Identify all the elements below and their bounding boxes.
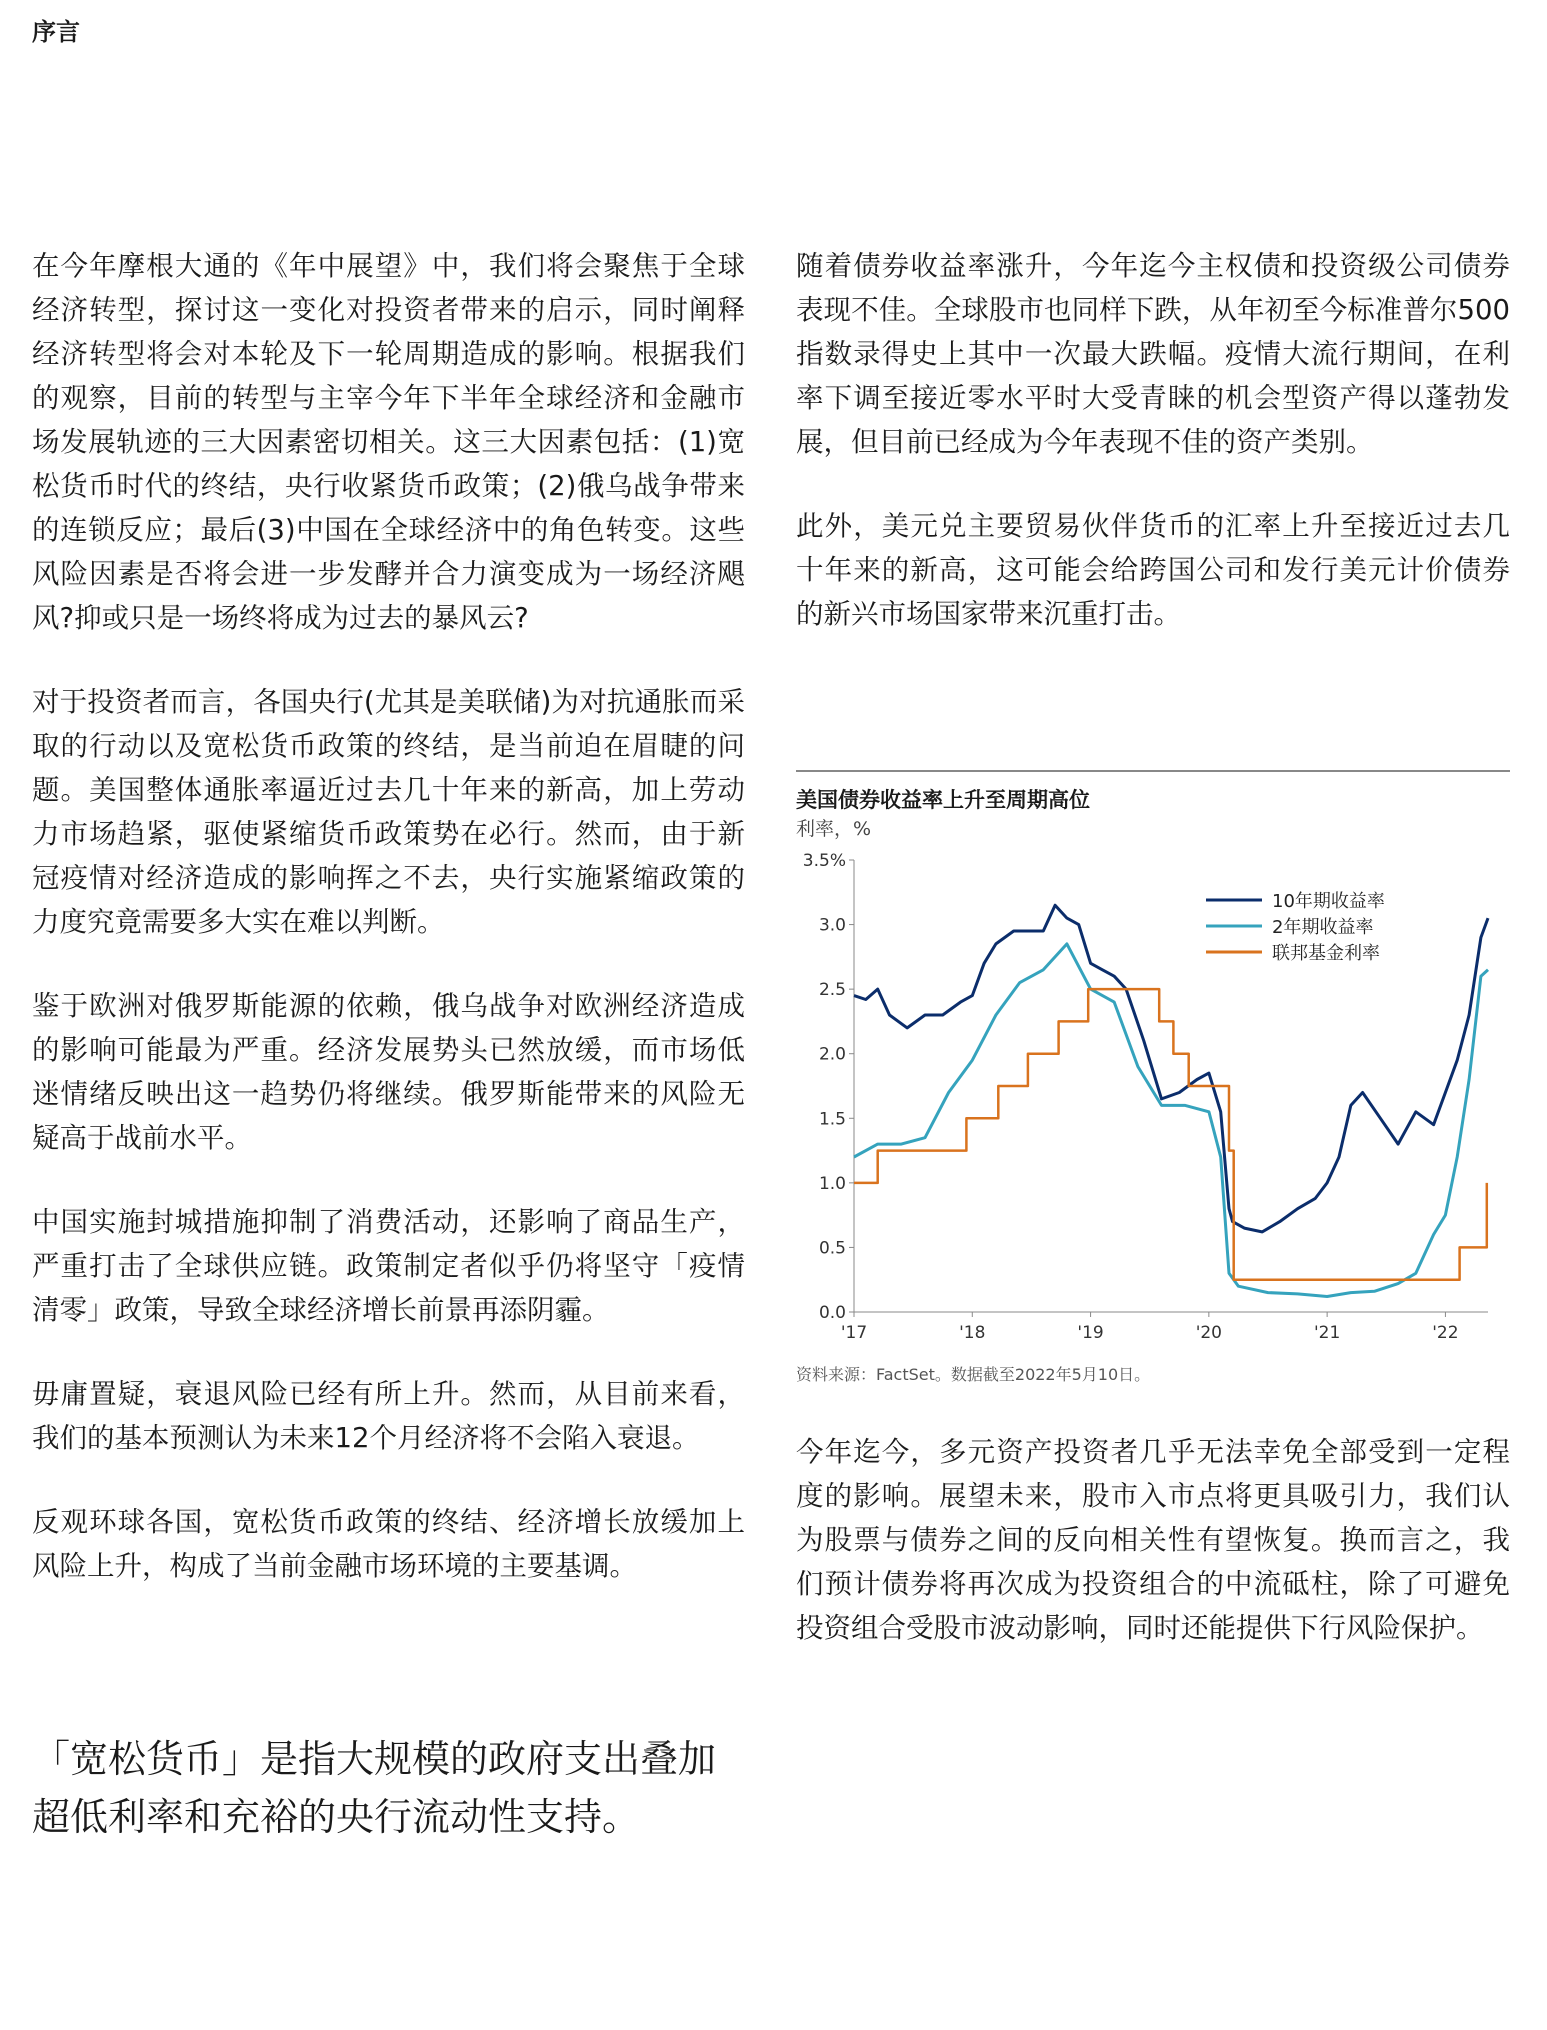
y-tick-label: 2.5 — [818, 980, 846, 1001]
y-tick-label: 0.0 — [818, 1303, 846, 1323]
series-line-2 — [854, 944, 1488, 1297]
legend-label: 联邦基金利率 — [1272, 943, 1380, 964]
yield-chart — [796, 770, 1510, 1392]
legend-label: 10年期收益率 — [1272, 891, 1385, 912]
paragraph: 鉴于欧洲对俄罗斯能源的依赖，俄乌战争对欧洲经济造成的影响可能最为严重。经济发展势头已然放缓，而市场低迷情绪反映出这一趋势仍将继续。俄罗斯能带来的风险无疑高于战前水平。 — [32, 990, 745, 1154]
chart-source: 资料来源：FactSet。数据截至2022年5月10日。 — [796, 1365, 1151, 1384]
paragraph: 随着债券收益率涨升，今年迄今主权债和投资级公司债券表现不佳。全球股市也同样下跌，从年初至今标准普尔500指数录得史上其中一次最大跌幅。疫情大流行期间，在利率下调至接近零水平时大受青睐的机会型资产得以蓬勃发展，但目前已经成为今年表现不佳的资产类别。 — [796, 250, 1510, 458]
paragraph: 毋庸置疑，衰退风险已经有所上升。然而，从目前来看，我们的基本预测认为未来12个月经济将不会陷入衰退。 — [32, 1378, 745, 1454]
y-tick-label: 0.5 — [818, 1238, 846, 1259]
paragraph: 中国实施封城措施抑制了消费活动，还影响了商品生产，严重打击了全球供应链。政策制定者似乎仍将坚守「疫情清零」政策，导致全球经济增长前景再添阴霾。 — [32, 1206, 745, 1326]
legend-label: 2年期收益率 — [1272, 917, 1374, 938]
x-tick-label: '17 — [840, 1323, 868, 1343]
chart-title: 美国债券收益率上升至周期高位 — [796, 788, 1090, 812]
paragraph: 此外，美元兑主要贸易伙伴货币的汇率上升至接近过去几十年来的新高，这可能会给跨国公司和发行美元计价债券的新兴市场国家带来沉重打击。 — [796, 510, 1510, 630]
closing-paragraph: 今年迄今，多元资产投资者几乎无法幸免全部受到一定程度的影响。展望未来，股市入市点将更具吸引力，我们认为股票与债券之间的反向相关性有望恢复。换而言之，我们预计债券将再次成为投资组合的中流砥柱，除了可避免投资组合受股市波动影响，同时还能提供下行风险保护。 — [796, 1436, 1510, 1644]
series-line-1 — [854, 905, 1488, 1232]
y-tick-label: 2.0 — [818, 1044, 846, 1065]
x-tick-label: '19 — [1077, 1323, 1104, 1343]
y-tick-label: 3.0 — [818, 915, 846, 936]
pull-quote: 「宽松货币」是指大规模的政府支出叠加超低利率和充裕的央行流动性支持。 — [32, 1737, 717, 1839]
section-label: 序言 — [32, 18, 80, 46]
chart-unit-label: 利率，% — [796, 818, 872, 840]
paragraph: 反观环球各国，宽松货币政策的终结、经济增长放缓加上风险上升，构成了当前金融市场环境的主要基调。 — [32, 1506, 745, 1582]
x-tick-label: '21 — [1313, 1323, 1341, 1343]
x-tick-label: '18 — [959, 1323, 986, 1343]
right-column — [796, 244, 1510, 676]
paragraph: 对于投资者而言，各国央行(尤其是美联储)为对抗通胀而采取的行动以及宽松货币政策的终结，是当前迫在眉睫的问题。美国整体通胀率逼近过去几十年来的新高，加上劳动力市场趋紧，驱使紧缩货币政策势在必行。然而，由于新冠疫情对经济造成的影响挥之不去，央行实施紧缩政策的力度究竟需要多大实在难以判断。 — [32, 686, 745, 938]
x-tick-label: '22 — [1432, 1323, 1459, 1343]
y-tick-label: 3.5% — [802, 851, 846, 871]
y-tick-label: 1.0 — [818, 1173, 846, 1194]
x-tick-label: '20 — [1195, 1323, 1223, 1343]
chart-plot — [796, 842, 1510, 1352]
left-column — [32, 244, 745, 1628]
y-tick-label: 1.5 — [818, 1109, 846, 1130]
paragraph: 在今年摩根大通的《年中展望》中，我们将会聚焦于全球经济转型，探讨这一变化对投资者带来的启示，同时阐释经济转型将会对本轮及下一轮周期造成的影响。根据我们的观察，目前的转型与主宰今年下半年全球经济和金融市场发展轨迹的三大因素密切相关。这三大因素包括：(1)宽松货币时代的终结，央行收紧货币政策；(2)俄乌战争带来的连锁反应；最后(3)中国在全球经济中的角色转变。这些风险因素是否将会进一步发酵并合力演变成为一场经济飓风?抑或只是一场终将成为过去的暴风云? — [32, 250, 745, 634]
